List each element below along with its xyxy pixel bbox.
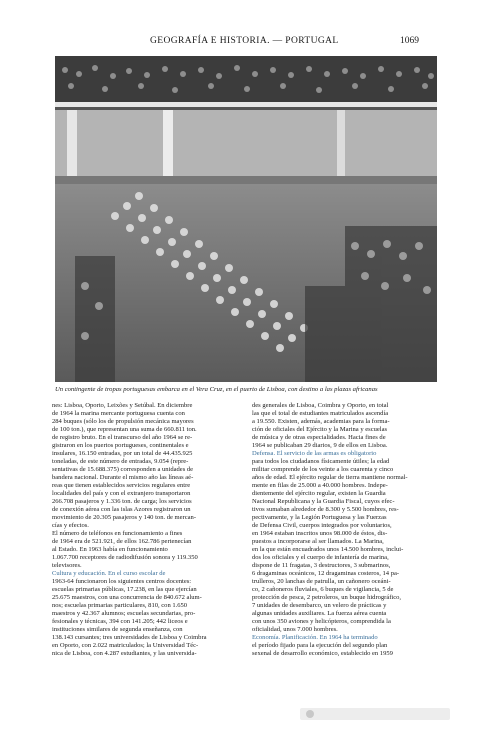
text-line: de registro bruto. En el transcurso del año 1964 se re- [52, 434, 193, 442]
text-line: Nacional Republicana y la Guardia Fiscal, cuyos efec- [252, 498, 395, 506]
text-line: El número de teléfonos en funcionamiento a fines [52, 530, 183, 538]
text-line: puestos a incorporarse al ser llamados. La Marina, [252, 538, 384, 546]
text-line: maestros y 42.367 alumnos; escuelas secundarias, pro- [52, 610, 196, 618]
text-line: 284 buques (sólo los de propulsión mecánica mayores [52, 418, 194, 426]
section-heading-economy: Economía. Planificación. En 1964 ha terminado [252, 634, 378, 642]
text-line: dos los oficiales y el cuerpo de infantería de marina, [252, 554, 389, 562]
text-line: 7 unidades de desembarco, un velero de prácticas y [252, 602, 387, 610]
text-line: escuelas primarias públicas, 17.238, en las que ejercían [52, 586, 197, 594]
text-line: para todos los ciudadanos físicamente útiles; la edad [252, 458, 390, 466]
text-line: televisores. [52, 562, 82, 570]
text-line: ción de oficiales del Ejército y la Marina y escuelas [252, 426, 388, 434]
text-line: protección de pesca, 2 petroleros, un buque hidrográfico, [252, 594, 402, 602]
text-column-right [252, 402, 436, 659]
section-heading-culture: Cultura y educación. En el curso escolar de [52, 570, 166, 578]
text-line: las que el total de estudiantes matriculados ascendía [252, 410, 389, 418]
text-line: 1964 se publicaban 29 diarios, 9 de ellos en Lisboa. [252, 442, 388, 450]
text-line: dispone de 11 fragatas, 3 destructores, 3 submarinos, [252, 562, 391, 570]
text-line: con unos 350 aviones y helicópteros, comprendida la [252, 618, 391, 626]
text-line: co, 2 cañoneros fluviales, 6 buques de vigilancia, 5 de [252, 586, 394, 594]
text-line: en 1964 estaban inscritos unos 98.000 de éstos, dis- [252, 530, 388, 538]
text-line: movimiento de 20.305 pasajeros y 140 ton. de mercan- [52, 514, 196, 522]
text-line: a 19.550. Existen, además, academias para la forma- [252, 418, 390, 426]
text-line: nes: Lisboa, Oporto, Leixões y Setúbal. En diciembre [52, 402, 193, 409]
text-line: 25.675 maestros, con una concurrencia de 840.672 alum- [52, 594, 202, 602]
text-column-left [52, 402, 236, 659]
text-line: de 1964 la marina mercante portuguesa cuenta con [52, 410, 185, 418]
text-line: toneladas, de este número de entradas, 9.054 (repre- [52, 458, 189, 466]
text-line: mente en filas de 25.000 a 40.000 hombres. Indepe- [252, 482, 388, 490]
text-line: trulleros, 20 lanchas de patrulla, un cañonero oceáni- [252, 578, 391, 586]
running-header: GEOGRAFÍA E HISTORIA. — PORTUGAL [150, 36, 339, 46]
text-line: tivos sumaban alrededor de 8.300 y 5.500 hombres, res- [252, 506, 399, 514]
text-line: 1963-64 funcionaron los siguientes centros docentes: [52, 578, 192, 586]
text-line: de conexión aérea con las islas Azores registraron un [52, 506, 191, 514]
text-line: de 1964 era de 521.921, de ellos 162.786 pertenecían [52, 538, 192, 546]
text-line: bandera nacional. Durante el mismo año las líneas aé- [52, 474, 194, 482]
photo-caption: Un contingente de tropas portuguesas embarca en el Vera Cruz, en el puerto de Lisboa, con destino a las plazas africanas [55, 386, 378, 393]
text-line: nica de Lisboa, con 4.287 estudiantes, y las universida- [52, 650, 197, 658]
watermark-logo [300, 706, 450, 722]
text-line: el período fijado para la ejecución del segundo plan [252, 642, 388, 650]
text-line: en la que están encuadrados unos 14.500 hombres, inclui- [252, 546, 404, 554]
text-line: militar comprende de los veinte a los cuarenta y cinco [252, 466, 394, 474]
text-line: nos; escuelas primarias particulares, 810, con 1.650 [52, 602, 188, 610]
text-line: sexenal de desarrollo económico, establecido en 1959 [252, 650, 393, 658]
text-line: cías y efectos. [52, 522, 89, 530]
text-line: 138.143 cursantes; tres universidades de Lisboa y Coimbra [52, 634, 207, 642]
text-line: de Defensa Civil, cuerpos integrados por voluntarios, [252, 522, 392, 530]
text-line: en Oporto, con 2.022 matriculados; la Universidad Téc- [52, 642, 199, 650]
text-line: localidades del país y con el extranjero transportaron [52, 490, 191, 498]
section-heading-defense: Defensa. El servicio de las armas es obligatorio [252, 450, 377, 458]
text-line: de música y de otras especialidades. Hacia fines de [252, 434, 386, 442]
text-line: años de edad. El ejército regular de tierra mantiene normal- [252, 474, 408, 482]
text-line: dientemente del ejército regular, existen la Guardia [252, 490, 386, 498]
text-line: pectivamente, y la Legión Portuguesa y las Fuerzas [252, 514, 387, 522]
text-line: oficialidad, unos 7.000 hombres. [252, 626, 338, 634]
text-line: 1.067.700 receptores de radiodifusión sonora y 119.350 [52, 554, 198, 562]
text-line: insulares, 16.150 entradas, por un total de 44.435.925 [52, 450, 193, 458]
photograph [55, 56, 437, 382]
text-line: 6 dragaminas oceánicos, 12 dragaminas costeros, 14 pa- [252, 570, 400, 578]
text-line: 266.708 pasajeros y 1.336 ton. de carga; los servicios [52, 498, 192, 506]
text-line: sentativas de 15.688.375) corresponden a unidades de [52, 466, 194, 474]
text-line: al Estado. En 1963 había en funcionamiento [52, 546, 168, 554]
text-line: instituciones similares de segunda enseñanza, con [52, 626, 183, 634]
text-line: gistraron en los puertos portugueses, continentales e [52, 442, 189, 450]
text-line: de 100 ton.), que representan una suma de 660.811 ton. [52, 426, 197, 434]
photo-troops-embarking-image [55, 56, 437, 382]
text-line: des generales de Lisboa, Coimbra y Oporto, en total [252, 402, 389, 409]
page-number: 1069 [400, 36, 419, 46]
text-line: algunas unidades auxiliares. La fuerza aérea cuenta [252, 610, 387, 618]
text-line: reas que tienen establecidos servicios regulares entre [52, 482, 191, 490]
text-line: fesionales y técnicas, 394 con 141.205; 442 liceos e [52, 618, 188, 626]
